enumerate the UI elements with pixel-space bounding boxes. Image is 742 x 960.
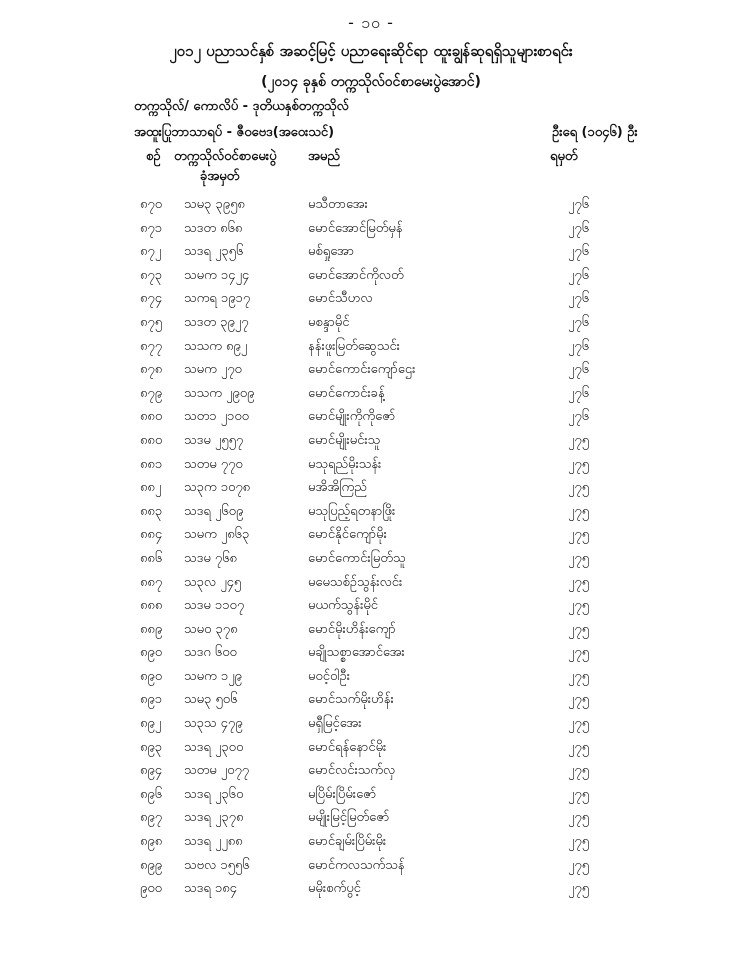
row-marks: ၂၇၆ [568,385,590,401]
header-no: စဉ် [146,149,161,164]
row-roll-number: သတ၁ ၂၁၀၀ [184,409,249,425]
table-row [0,880,742,904]
row-number: ၈၉၀ [140,668,163,684]
table-row [0,739,742,763]
row-roll-number: သဒတ ၈၆၈ [184,220,243,236]
row-roll-number: သမ၃ ၅၀၆ [184,692,238,708]
row-marks: ၂၇၅ [568,645,590,661]
row-marks: ၂၇၅ [568,810,590,826]
row-name: မောင်မျိုးမင်းသူ [308,432,381,448]
table-row [0,857,742,881]
row-number: ၈၈၀ [140,432,163,448]
row-marks: ၂၇၆ [568,220,590,236]
row-name: မစန္ဒာမိုင် [308,314,350,330]
row-number: ၉၀၀ [140,881,162,897]
grade-note: ဦးရေ (၁၀၄၆) ဦး [552,125,638,140]
header-marks: ရမှတ် [550,149,578,164]
row-roll-number: သဒရ ၂၃၀၀ [184,739,244,755]
header-name: အမည် [308,149,340,164]
row-number: ၈၉၃ [140,739,163,755]
row-marks: ၂၇၆ [568,338,590,354]
table-row [0,267,742,291]
row-number: ၈၇၇ [140,338,163,354]
row-roll-number: သဒရ ၂၆၀၉ [184,503,244,519]
table-row [0,243,742,267]
table-row [0,432,742,456]
row-number: ၈၇၁ [140,220,163,236]
header-roll-sub: ခုံအမှတ် [200,169,240,184]
page-number: - ၁၀ - [348,13,394,32]
row-number: ၈၈၄ [140,527,163,543]
table-row [0,809,742,833]
table-row [0,361,742,385]
row-number: ၈၈၆ [140,550,163,566]
row-name: မောင်ကောင်းကျော်ဌေး [308,362,416,378]
row-roll-number: သမက ၁၄၂၄ [184,267,250,283]
row-marks: ၂၇၅ [568,668,590,684]
row-number: ၈၇၃ [140,267,163,283]
row-name: မမိုးစက်ပွင့် [308,881,361,897]
table-row [0,338,742,362]
row-marks: ၂၇၅ [568,550,590,566]
row-name: မောင်အောင်ကိုလတ် [308,267,404,283]
row-roll-number: သဒရ ၂၃၆၀ [184,786,244,802]
row-marks: ၂၇၅ [568,527,590,543]
row-marks: ၂၇၆ [568,197,590,212]
row-name: မောင်လင်းသက်လှ [308,763,396,779]
table-row [0,385,742,409]
table-header [0,148,742,168]
row-marks: ၂၇၅ [568,621,590,637]
row-roll-number: သဒရ ၂၃၇၈ [184,810,244,826]
row-name: မစ်ရှုအော [308,244,355,260]
row-marks: ၂၇၅ [568,574,590,590]
row-number: ၈၉၂ [140,716,162,732]
row-number: ၈၈၉ [140,621,163,637]
subject-line: အထူးပြုဘာသာရပ် - ဇီဝဗေဒ(အဝေးသင်) [134,125,335,140]
table-row [0,550,742,574]
row-number: ၈၉၀ [140,645,163,661]
row-number: ၈၈၁ [140,456,163,472]
row-roll-number: သကရ ၁၉၁၇ [184,291,251,307]
row-name: မောင်ချမ်းပြိမ်းမိုး [308,834,387,850]
page-subtitle: (၂၀၁၄ ခုနှစ် တက္ကသိုလ်ဝင်စာမေးပွဲအောင်) [261,74,481,90]
row-marks: ၂၇၅ [568,692,590,708]
row-name: မသုရည်မိုးသန်း [308,456,382,472]
row-number: ၈၇၄ [140,291,163,307]
table-row [0,479,742,503]
table-row [0,668,742,692]
row-roll-number: သမက ၂၇၀ [184,362,242,378]
row-roll-number: သဒရ ၁၈၄ [184,881,237,897]
table-row [0,621,742,645]
row-roll-number: သ၃သ ၄၇၉ [184,716,243,732]
row-name: မောင်ကောင်းခန့် [308,385,385,401]
row-roll-number: သဒဂ ၆၀၀ [184,645,237,661]
row-marks: ၂၇၆ [568,291,590,307]
row-number: ၈၈၈ [140,598,163,614]
row-marks: ၂၇၆ [568,409,590,425]
row-name: မောင်အောင်မြတ်မှန် [308,220,403,236]
row-name: နန်းဖူးမြတ်ဆွေသင်း [308,338,400,354]
row-roll-number: သမ၀ ၃၇၈ [184,621,238,637]
table-row [0,691,742,715]
row-marks: ၂၇၆ [568,244,590,260]
row-roll-number: သဒမ ၂၅၅၇ [184,432,244,448]
row-number: ၈၉၆ [140,786,163,802]
row-marks: ၂၇၅ [568,456,590,472]
row-marks: ၂၇၆ [568,362,590,378]
row-number: ၈၇၂ [140,244,162,260]
row-number: ၈၉၄ [140,763,163,779]
row-number: ၈၈၃ [140,503,163,519]
row-name: မောင်ရန်နောင်မိုး [308,739,387,755]
row-number: ၈၉၁ [140,692,163,708]
table-row [0,503,742,527]
row-marks: ၂၇၅ [568,786,590,802]
row-roll-number: သသက ၈၉၂ [184,338,248,354]
row-number: ၈၇၉ [140,385,163,401]
row-name: မောင်ကလသက်သန် [308,857,405,873]
row-marks: ၂၇၅ [568,834,590,850]
row-name: မဝင့်ဝါဦး [308,668,350,684]
row-number: ၈၉၈ [140,834,163,850]
row-marks: ၂၇၆ [568,314,590,330]
table-body [0,196,742,904]
row-roll-number: သမက ၁၂၉ [184,668,242,684]
table-row [0,196,742,220]
row-name: မောင်နိုင်ကျော်မိုး [308,527,387,543]
row-marks: ၂၇၅ [568,857,590,873]
row-marks: ၂၇၅ [568,480,590,496]
row-name: မသုပြည့်ရတနာဖြိုး [308,503,396,519]
table-row [0,715,742,739]
table-row [0,290,742,314]
row-number: ၈၈၇ [140,574,163,590]
table-row [0,220,742,244]
row-marks: ၂၇၅ [568,763,590,779]
row-number: ၈၉၉ [140,857,163,873]
row-name: မောင်သက်မိုးဟိန်း [308,692,394,708]
row-roll-number: သ၃က ၁၀၇၈ [184,480,251,496]
row-name: မပြိမ်းပြိမ်းဇော် [308,786,377,802]
row-number: ၈၈၀ [140,409,163,425]
row-roll-number: သဒမ ၁၁၀၇ [184,598,245,614]
table-row [0,833,742,857]
header-roll: တက္ကသိုလ်ဝင်စာမေးပွဲ [174,149,277,164]
row-roll-number: သသက ၂၉၀၉ [184,385,255,401]
row-roll-number: သဒတ ၃၉၂၇ [184,314,249,330]
row-roll-number: သတမ ၇၇၀ [184,456,243,472]
row-name: မောင်မိုးဟိန်းကျော် [308,621,396,637]
row-roll-number: သဗလ ၁၅၅၆ [184,857,250,873]
row-roll-number: သမ၃ ၃၉၅၈ [184,197,245,212]
row-name: မောင်ကောင်းမြတ်သူ [308,550,406,566]
row-number: ၈၇၅ [140,314,163,330]
row-marks: ၂၇၅ [568,716,590,732]
page-title: ၂၀၁၂ ပညာသင်နှစ် အဆင့်မြင့် ပညာရေးဆိုင်ရာ ထူးချွန်ဆုရရှိသူများစာရင်း [169,42,573,60]
table-row [0,597,742,621]
table-row [0,574,742,598]
table-row [0,644,742,668]
table-row [0,408,742,432]
row-marks: ၂၇၅ [568,503,590,519]
row-number: ၈၇၀ [140,197,163,212]
row-name: မသီတာအေး [308,197,368,212]
row-number: ၈၉၇ [140,810,163,826]
row-marks: ၂၇၅ [568,739,590,755]
row-name: မမေသစ်ဉ်သွန်းလင်း [308,574,403,590]
table-row [0,762,742,786]
row-roll-number: သဒရ ၂၃၅၆ [184,244,244,260]
row-name: မယက်သွန်းမိုင် [308,598,379,614]
table-row [0,786,742,810]
row-roll-number: သဒမ ၇၆၈ [184,550,237,566]
row-name: မအိအိကြည် [308,480,367,496]
row-roll-number: သဒရ ၂၂၈၈ [184,834,243,850]
row-roll-number: သတမ ၂၀၇၇ [184,763,250,779]
row-roll-number: သမက ၂၈၆၃ [184,527,250,543]
row-marks: ၂၇၆ [568,267,590,283]
row-marks: ၂၇၅ [568,598,590,614]
table-row [0,314,742,338]
table-row [0,526,742,550]
table-row [0,456,742,480]
row-marks: ၂၇၅ [568,881,590,897]
row-name: မရှီမြင့်အေး [308,716,362,732]
row-number: ၈၇၈ [140,362,163,378]
row-marks: ၂၇၅ [568,432,590,448]
row-number: ၈၈၂ [140,480,162,496]
row-name: မမျိုးမြင့်မြတ်ဇော် [308,810,390,826]
row-roll-number: သ၃လ ၂၄၅ [184,574,242,590]
exam-type: တက္ကသိုလ်/ ကောလိပ် - ဒုတိယနှစ်တက္ကသိုလ် [134,99,349,114]
row-name: မောင်သီဟလ [308,291,373,307]
row-name: မချိုသစ္စာအောင်အေး [308,645,405,661]
row-name: မောင်မျိုးကိုကိုဇော် [308,409,396,425]
